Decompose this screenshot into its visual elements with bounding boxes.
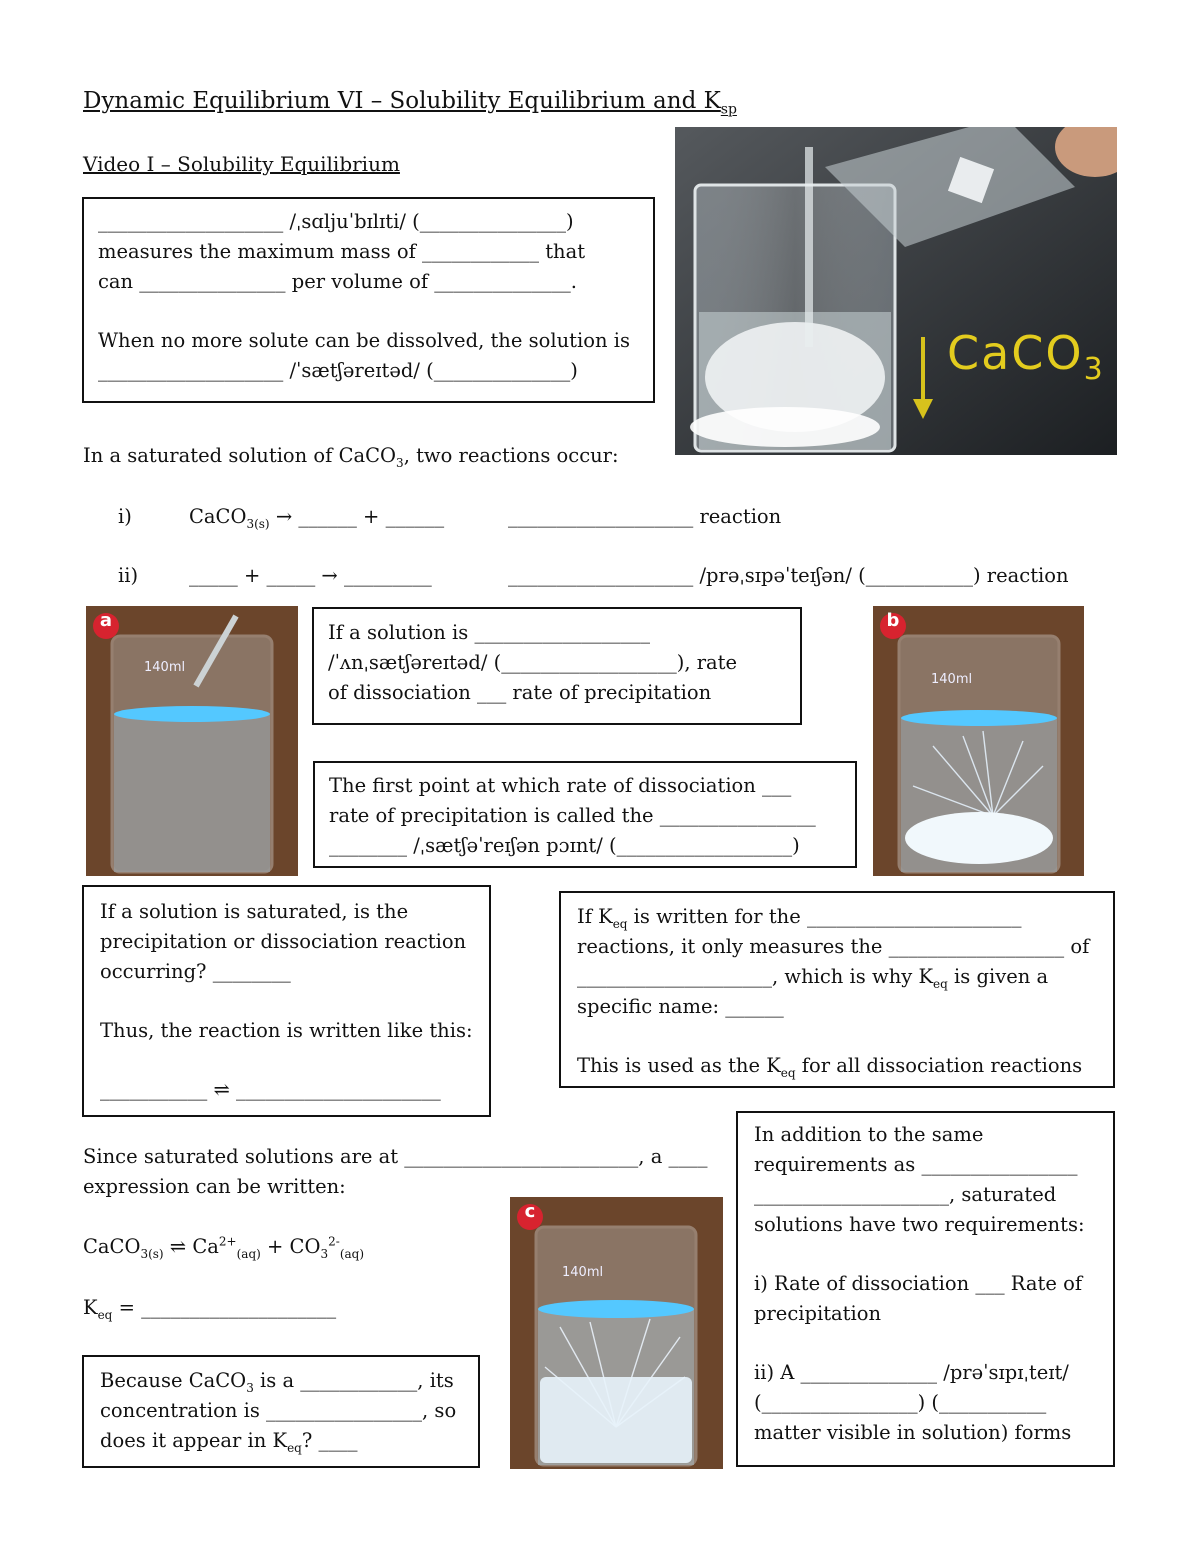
requirements-line-6: precipitation (754, 1302, 882, 1325)
keq-expression-blank: = ____________________ (112, 1296, 337, 1319)
photo-c-badge: c (524, 1201, 536, 1222)
reaction-i-name: ___________________ reaction (508, 505, 782, 528)
keq-line-5-end: for all dissociation reactions (795, 1054, 1083, 1077)
requirements-line-9: matter visible in solution) forms (754, 1421, 1072, 1444)
keq-expression (83, 1293, 336, 1323)
keq-line-4: specific name: ______ (577, 995, 784, 1018)
keq-line-5 (577, 1051, 1097, 1081)
beaker-photo-b (873, 606, 1084, 876)
keq-box (559, 891, 1115, 1088)
reaction-ii-equation: _____ + _____ → _________ (189, 564, 432, 587)
requirements-line-3: ____________________, saturated (754, 1183, 1057, 1206)
reaction-i-eq-text: CaCO (189, 505, 247, 528)
solid-line-3-end: ? ____ (301, 1429, 358, 1452)
solid-line-1 (100, 1366, 462, 1396)
saturation-point-line-1: The first point at which rate of dissociation ___ (329, 774, 792, 797)
eq-text-1: CaCO (83, 1235, 141, 1258)
keq-line-1-end: is written for the ______________________ (627, 905, 1022, 928)
intro-text: In a saturated solution of CaCO (83, 444, 397, 467)
photo-a-badge: a (99, 610, 113, 631)
requirements-box (736, 1111, 1115, 1467)
eq-sub-1: 3(s) (140, 1246, 164, 1261)
page-title-subscript: sp (720, 101, 737, 118)
beaker-pouring-photo (675, 127, 1117, 455)
saturated-line-3: occurring? ________ (100, 960, 291, 983)
solubility-line-5: ___________________ /ˈsætʃəreɪtəd/ (______________) (98, 359, 578, 382)
requirements-line-8: (________________) (___________ (754, 1391, 1047, 1414)
caco3-photo-label (947, 323, 1105, 388)
reaction-i-eq-products: → ______ + ______ (275, 505, 445, 528)
beaker-photo-a (86, 606, 298, 876)
keq-line-3 (577, 962, 1097, 992)
keq-line-2: reactions, it only measures the __________________ of (577, 935, 1090, 958)
keq-expression-text: K (83, 1296, 98, 1319)
keq-line-1-text: If K (577, 905, 613, 928)
keq-line-3-end: is given a (947, 965, 1049, 988)
keq-line-5-text: This is used as the K (577, 1054, 781, 1077)
intro-line (83, 441, 619, 471)
eq-sup-2: 2- (328, 1234, 340, 1249)
solid-line-1-text: Because CaCO (100, 1369, 247, 1392)
saturated-line-2: precipitation or dissociation reaction (100, 930, 467, 953)
unsaturated-line-1: If a solution is __________________ (328, 621, 650, 644)
requirements-line-7: ii) A ______________ /prəˈsɪpɪˌteɪt/ (754, 1361, 1069, 1384)
unsaturated-box (312, 607, 802, 725)
solubility-line-4: When no more solute can be dissolved, the solution is (98, 329, 630, 352)
photo-b-badge: b (886, 610, 900, 631)
caco3-label-subscript: 3 (1083, 352, 1105, 388)
requirements-line-2: requirements as ________________ (754, 1153, 1078, 1176)
keq-expression-subscript: eq (97, 1307, 113, 1322)
reaction-i-equation (189, 502, 444, 532)
reaction-ii-name: ___________________ /prəˌsɪpəˈteɪʃən/ (___________) reaction (508, 564, 1069, 587)
requirements-line-5: i) Rate of dissociation ___ Rate of (754, 1272, 1083, 1295)
intro-subscript: 3 (396, 455, 404, 470)
caco3-label-text: CaCO (947, 326, 1084, 380)
saturated-line-4: Thus, the reaction is written like this: (100, 1019, 473, 1042)
photo-a-volume: 140ml (144, 660, 186, 675)
requirements-line-1: In addition to the same (754, 1123, 984, 1146)
saturated-reaction-box (82, 885, 491, 1117)
page-title-text: Dynamic Equilibrium VI – Solubility Equilibrium and K (83, 88, 721, 114)
solubility-line-1: ___________________ /ˌsɑljuˈbɪlɪti/ (_______________) (98, 210, 574, 233)
solubility-definition-box (82, 197, 655, 403)
solid-line-1-end: is a ____________, its (253, 1369, 454, 1392)
keq-line-3-subscript: eq (933, 976, 948, 991)
saturation-point-line-2: rate of precipitation is called the ________________ (329, 804, 816, 827)
keq-line-3-text: ____________________, which is why K (577, 965, 934, 988)
video-heading: Video I – Solubility Equilibrium (83, 152, 400, 176)
page-title (83, 84, 737, 118)
keq-line-1 (577, 902, 1097, 932)
unsaturated-line-3: of dissociation ___ rate of precipitation (328, 681, 712, 704)
eq-sub-3: 3 (320, 1246, 329, 1261)
intro-text-end: , two reactions occur: (403, 444, 619, 467)
solid-line-3-subscript: eq (287, 1440, 302, 1455)
unsaturated-line-2: /ˈʌnˌsætʃəreɪtəd/ (__________________), rate (328, 651, 738, 674)
keq-line-5-subscript: eq (780, 1065, 796, 1080)
eq-sub-2: (aq) (236, 1246, 261, 1261)
photo-c-volume: 140ml (562, 1265, 604, 1280)
keq-line-1-subscript: eq (612, 916, 628, 931)
beaker-photo-c (510, 1197, 723, 1469)
solid-line-1-subscript: 3 (246, 1380, 254, 1395)
reaction-i-eq-subscript: 3(s) (246, 516, 270, 531)
since-line-2: expression can be written: (83, 1175, 346, 1198)
solid-line-3 (100, 1426, 462, 1456)
equilibrium-equation (83, 1232, 364, 1262)
reaction-ii-number: ii) (118, 564, 139, 587)
solid-line-2: concentration is ________________, so (100, 1399, 457, 1422)
eq-text-2: ⇌ Ca (163, 1235, 219, 1258)
saturated-line-5: ___________ ⇌ _____________________ (100, 1078, 441, 1101)
solubility-line-3: can _______________ per volume of ______________. (98, 270, 577, 293)
eq-sup-1: 2+ (218, 1234, 237, 1249)
since-line-1: Since saturated solutions are at ________________________, a ____ (83, 1145, 708, 1168)
solid-line-3-text: does it appear in K (100, 1429, 288, 1452)
solubility-line-2: measures the maximum mass of ____________ that (98, 240, 586, 263)
requirements-line-4: solutions have two requirements: (754, 1213, 1085, 1236)
eq-sub-4: (aq) (339, 1246, 365, 1261)
saturation-point-line-3: ________ /ˌsætʃəˈreɪʃən pɔɪnt/ (__________________) (329, 834, 800, 857)
saturated-line-1: If a solution is saturated, is the (100, 900, 409, 923)
saturation-point-box (313, 761, 857, 868)
eq-text-3: + CO (260, 1235, 321, 1258)
photo-b-volume: 140ml (931, 672, 973, 687)
solid-concentration-box (82, 1355, 480, 1468)
reaction-i-number: i) (118, 505, 132, 528)
